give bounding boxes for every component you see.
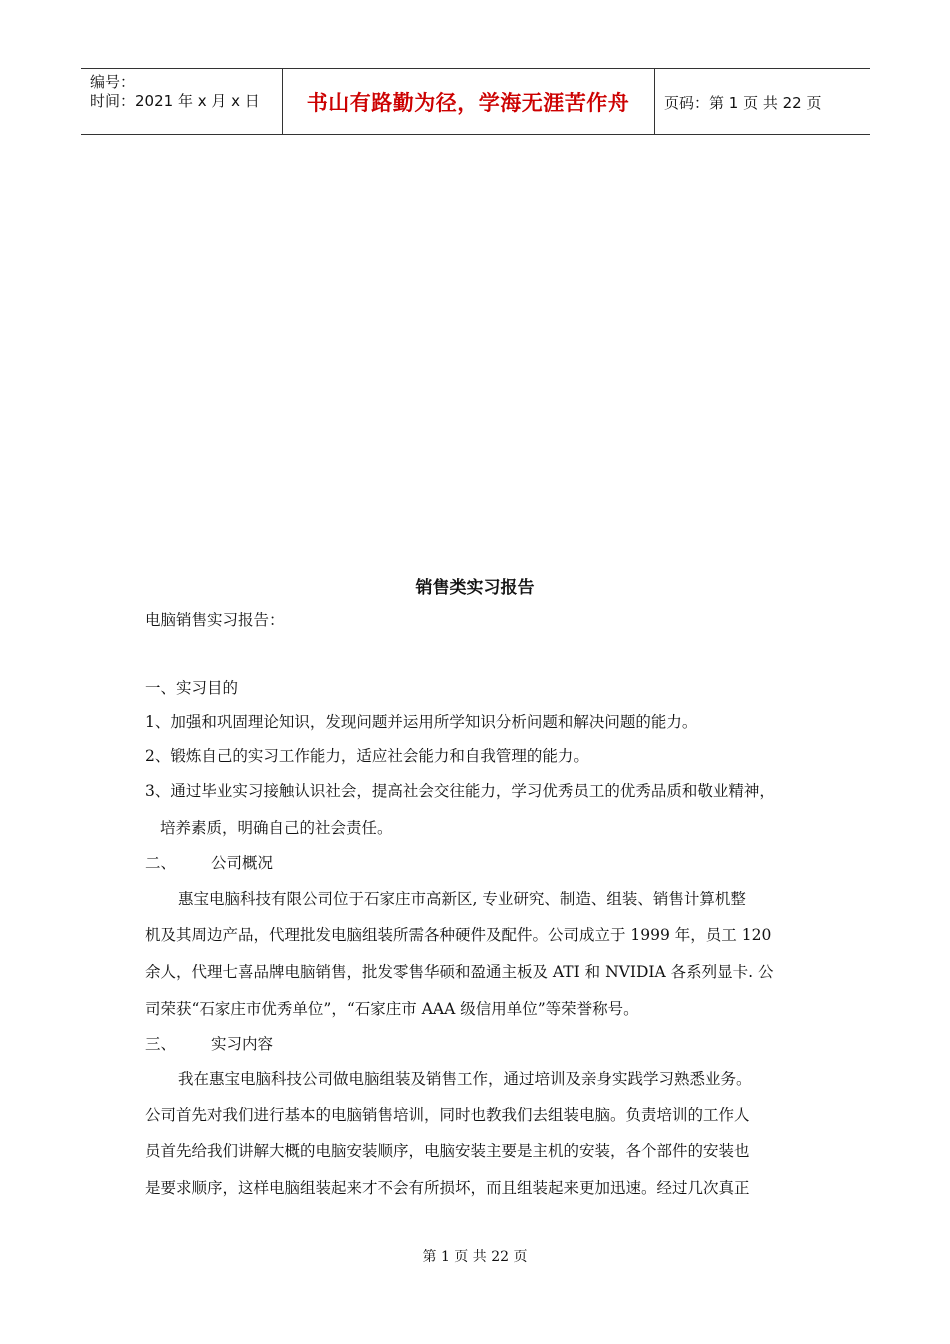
- time-label: 时间：2021 年 x 月 x 日: [90, 92, 260, 110]
- number-label: 编号：: [90, 73, 136, 91]
- section2-line: 司荣获“石家庄市优秀单位”，“石家庄市 AAA 级信用单位”等荣誉称号。: [145, 1000, 639, 1018]
- section1-item: 1、加强和巩固理论知识，发现问题并运用所学知识分析问题和解决问题的能力。: [145, 713, 698, 731]
- section1-item: 2、锻炼自己的实习工作能力，适应社会能力和自我管理的能力。: [145, 747, 589, 765]
- section2-line: 机及其周边产品，代理批发电脑组装所需各种硬件及配件。公司成立于 1999 年，员工 120: [145, 926, 772, 944]
- section3-title: 实习内容: [211, 1035, 274, 1053]
- section3-heading: [145, 1033, 273, 1055]
- section1-item: 3、通过毕业实习接触认识社会，提高社会交往能力，学习优秀员工的优秀品质和敬业精神，: [145, 782, 775, 800]
- page-footer: 第 1 页 共 22 页: [422, 1249, 528, 1265]
- section3-line: 我在惠宝电脑科技公司做电脑组装及销售工作，通过培训及亲身实践学习熟悉业务。: [178, 1070, 752, 1088]
- header-page-info: 页码：第 1 页 共 22 页: [664, 93, 822, 112]
- section2-number: 二、: [145, 854, 177, 872]
- section2-title: 公司概况: [211, 854, 274, 872]
- section3-line: 员首先给我们讲解大概的电脑安装顺序，电脑安装主要是主机的安装，各个部件的安装也: [145, 1142, 750, 1160]
- section1-item-continuation: 培养素质，明确自己的社会责任。: [160, 819, 393, 837]
- section3-line: 是要求顺序，这样电脑组装起来才不会有所损坏，而且组装起来更加迅速。经过几次真正: [145, 1179, 750, 1197]
- section3-number: 三、: [145, 1035, 177, 1053]
- header-meta: [90, 73, 260, 111]
- section2-heading: [145, 852, 273, 874]
- document-subtitle: 电脑销售实习报告：: [145, 611, 285, 629]
- page-header: [81, 68, 870, 135]
- document-title: 销售类实习报告: [415, 578, 535, 598]
- section2-line: 惠宝电脑科技有限公司位于石家庄市高新区, 专业研究、制造、组装、销售计算机整: [178, 890, 746, 908]
- section2-line: 余人，代理七喜品牌电脑销售，批发零售华硕和盈通主板及 ATI 和 NVIDIA 各系列显卡. 公: [145, 963, 774, 981]
- header-motto: 书山有路勤为径，学海无涯苦作舟: [306, 91, 630, 115]
- header-divider-right: [654, 69, 655, 135]
- section3-line: 公司首先对我们进行基本的电脑销售培训，同时也教我们去组装电脑。负责培训的工作人: [145, 1106, 750, 1124]
- section1-heading: 一、实习目的: [145, 679, 239, 697]
